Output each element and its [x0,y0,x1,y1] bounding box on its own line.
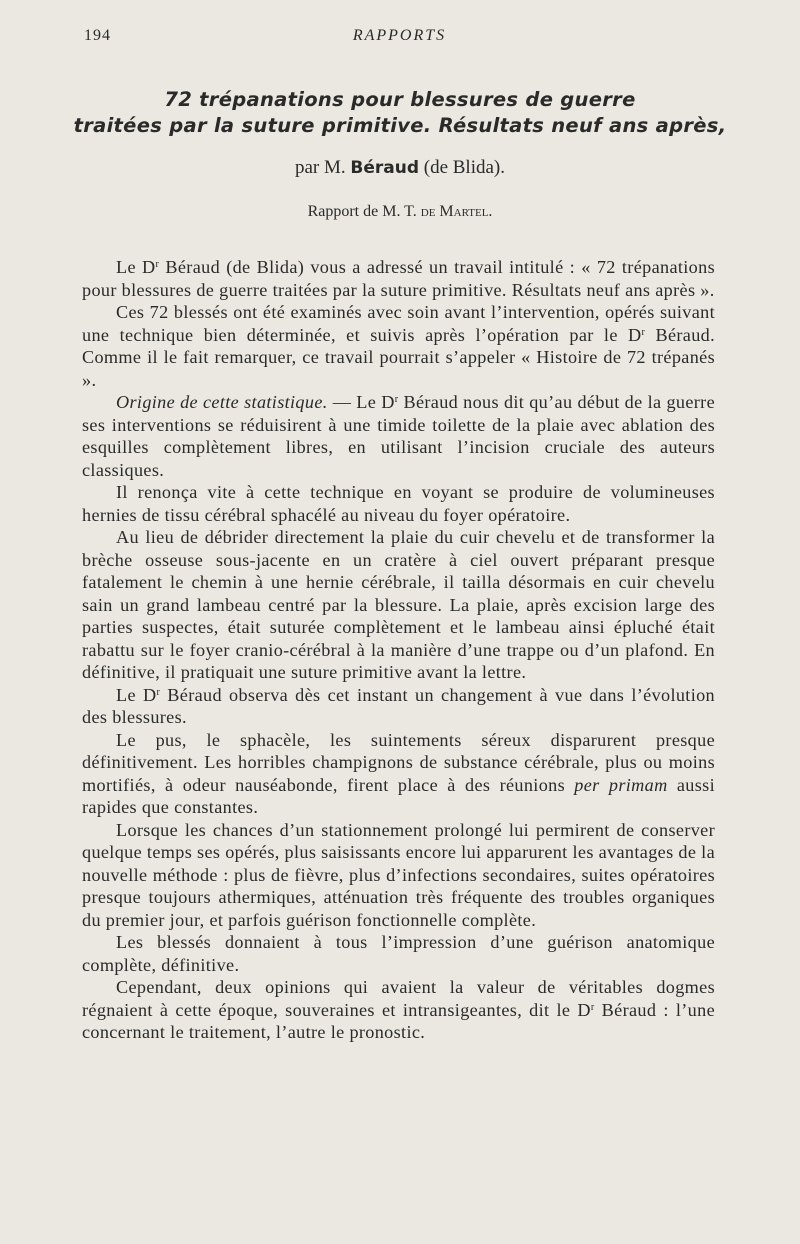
paragraph-9: Les blessés donnaient à tous l’impression d’une guérison anatomique complète, définitive. [82,932,715,975]
byline-prefix: par M. [294,157,346,178]
paragraph-10-superscript: r [590,1001,595,1013]
running-title: RAPPORTS [352,27,447,44]
article-title-line-2: traitées par la suture primitive. Résultats neuf ans après, [73,114,727,137]
page-number: 194 [84,27,111,44]
paragraph-7 [82,729,715,819]
paragraph-3-italic-heading: Origine de cette statistique. [116,392,328,412]
paragraph-1-superscript: r [155,259,160,270]
paragraph-10 [82,976,715,1044]
paragraph-6-superscript: r [156,686,161,698]
byline-suffix: (de Blida). [423,157,506,178]
paragraph-6-text-b: Béraud observa dès cet instant un changement à vue dans l’évolution des blessures. [82,684,716,727]
report-author: de Martel. [420,203,493,220]
paragraph-2-text-b: Béraud. Comme il le fait remarquer, ce travail pourrait s’appeler « Histoire de 72 trépanés ». [82,324,715,390]
paragraph-1-text-b: Béraud (de Blida) vous a adressé un travail intitulé : « 72 trépanations pour blessures de guerre traitées par la suture primitive. Résultats neuf ans après ». [82,257,715,300]
article-body [82,256,715,1044]
paragraph-1-text-a: Le D [116,257,156,277]
paragraph-4: Il renonça vite à cette technique en voyant se produire de volumineuses hernies de tissu cérébral sphacélé au niveau du foyer opératoire. [82,482,715,525]
paragraph-6-text-a: Le D [116,684,157,705]
article-title [60,87,740,139]
paragraph-3-text-a: — Le D [327,392,395,412]
paragraph-5: Au lieu de débrider directement la plaie du cuir chevelu et de transformer la brèche osseuse sous-jacente en un cratère à ciel ouvert préparant presque fatalement le chemin à une hernie cérébrale, il tailla désormais en cuir chevelu sain un grand lambeau centré par la blessure. La plaie, après excision large des parties suspectes, était suturée complètement et le lambeau ainsi épluché était rabattu sur le foyer cranio-cérébral à la manière d’une trappe ou d’un plafond. En définitive, il pratiquait une suture primitive avant la lettre. [82,527,715,682]
running-head [84,27,715,49]
report-attribution [0,203,800,221]
paragraph-3-text-b: Béraud nous dit qu’au début de la guerre ses interventions se réduisirent à une timide toilette de la plaie avec ablation des esquilles complètement libres, en utilisant l’incision cruciale des auteurs classiques. [82,392,715,480]
paragraph-6 [82,684,715,729]
report-prefix: Rapport de M. T. [307,203,417,220]
paragraph-10-text-b: Béraud : l’une concernant le traitement, l’autre le pronostic. [82,999,715,1042]
paragraph-3 [82,391,715,481]
paragraph-2-superscript: r [641,326,646,338]
paragraph-7-text-b: aussi rapides que constantes. [82,774,715,817]
paragraph-8: Lorsque les chances d’un stationnement prolongé lui permirent de conserver quelque temps ses opérés, plus saisissants encore lui apparurent les avantages de la nouvelle méthode : plus de fièvre, plus d’infections secondaires, suites opératoires presque toujours athermiques, atténuation très fréquente des troubles organiques du premier jour, et parfois guérison fonctionnelle complète. [82,819,715,930]
paragraph-3-superscript: r [394,394,399,405]
article-title-line-1: 72 trépanations pour blessures de guerre [164,88,636,111]
paragraph-1 [82,256,715,301]
paragraph-2 [82,301,715,391]
paragraph-2-text-a: Ces 72 blessés ont été examinés avec soin avant l’intervention, opérés suivant une technique bien déterminée, et suivis après l’opération par le D [82,302,715,345]
paragraph-10-text-a: Cependant, deux opinions qui avaient la valeur de véritables dogmes régnaient à cette époque, souveraines et intransigeantes, dit le D [82,977,715,1020]
paragraph-7-italic: per primam [574,774,668,795]
byline [0,157,800,179]
byline-author: Béraud [350,158,419,178]
paragraph-7-text-a: Le pus, le sphacèle, les suintements séreux disparurent presque définitivement. Les horribles champignons de substance cérébrale, plus ou moins mortifiés, à odeur nauséabonde, firent place à des réunions [82,729,715,795]
